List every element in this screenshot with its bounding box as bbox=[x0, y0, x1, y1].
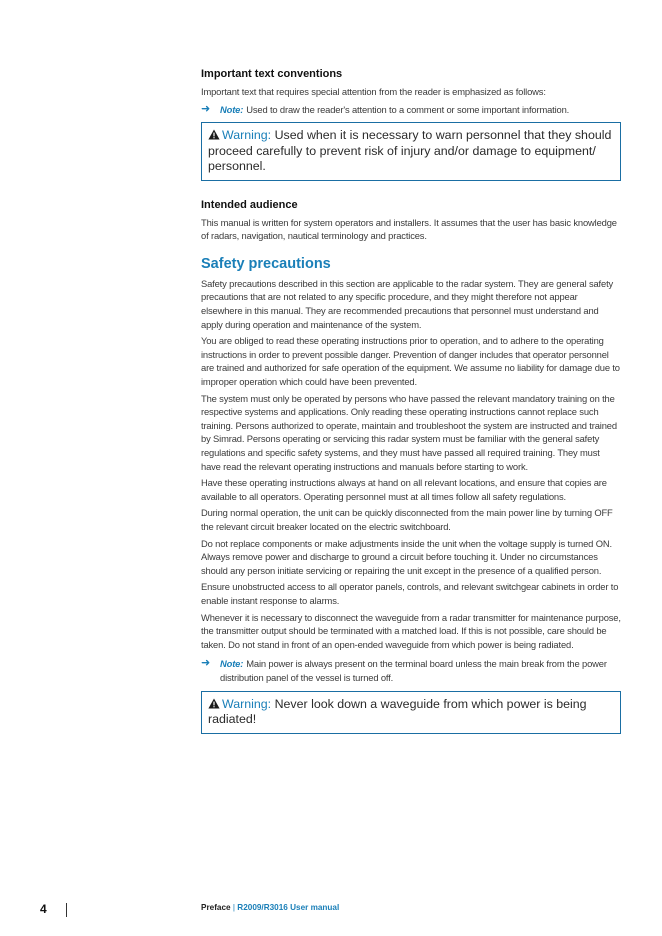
warning-text: Used when it is necessary to warn personnel that they should proceed carefully to prevent risk of injury and/or damage to equipment/ personnel. bbox=[208, 128, 612, 174]
safety-paragraph: You are obliged to read these operating instructions prior to operation, and to adhere to the operating instructions in order to prevent possible danger. Prevention of danger includes that operator personnel are trained and authorized for safe operation of the equipment. We assume no liability for damage due to improper operation which could have been prevented. bbox=[201, 335, 620, 388]
page-content bbox=[201, 67, 621, 734]
footer-divider bbox=[66, 903, 67, 917]
warning-text: Never look down a waveguide from which power is being radiated! bbox=[208, 696, 587, 726]
footer-manual-title: R2009/R3016 User manual bbox=[237, 903, 340, 912]
note-label: Note: bbox=[220, 658, 244, 670]
intended-audience-heading: Intended audience bbox=[201, 198, 298, 211]
intended-audience-text: This manual is written for system operators and installers. It assumes that the user has basic knowledge of radars, navigation, nautical terminology and practices. bbox=[201, 216, 617, 242]
safety-paragraph: Safety precautions described in this section are applicable to the radar system. They are general safety precautions that are not related to any specific procedure, and they might therefore not appear elsewhere in this manual. They are recommended precautions that personnel must understand and apply during operation and maintenance of the system. bbox=[201, 277, 614, 330]
safety-paragraph: Do not replace components or make adjustments inside the unit when the voltage supply is turned ON. Always remove power and discharge to ground a circuit before touching it. Under no circumstances should any person initiate servicing or repairing the unit except in the presence of a qualified person. bbox=[201, 537, 612, 576]
arrow-right-icon: ➜ bbox=[201, 102, 211, 115]
safety-paragraph: Have these operating instructions always at hand on all relevant locations, and ensure that copies are available to all operators. Operating personnel must at all times follow all safety regulations. bbox=[201, 477, 607, 502]
note-text: Used to draw the reader's attention to a comment or some important information. bbox=[246, 103, 570, 115]
safety-paragraph: During normal operation, the unit can be quickly disconnected from the main power line by turning OFF the relevant circuit breaker located on the electric switchboard. bbox=[201, 507, 613, 532]
note-label: Note: bbox=[220, 103, 244, 115]
safety-paragraph: Ensure unobstructed access to all operator panels, controls, and relevant switchgear cabinets in order to enable instant response to alarms. bbox=[201, 581, 619, 606]
warning-label: Warning: bbox=[222, 128, 272, 143]
warning-label: Warning: bbox=[222, 696, 272, 711]
footer-separator: | bbox=[232, 903, 236, 912]
page-number: 4 bbox=[40, 902, 47, 916]
safety-paragraph: The system must only be operated by persons who have passed the relevant mandatory training on the respective systems and applications. Only reading these operating instructions cannot replace such training. Persons authorized to operate, maintain and troubleshoot the system are instructed and trained by Simrad. Persons operating or servicing this radar system must be familiar with the general safety regulations and specific safety systems, and they must have passed all required training. They must have read the relevant operating instructions and manuals before starting to work. bbox=[201, 392, 617, 472]
note-callout bbox=[201, 657, 621, 684]
warning-triangle-icon bbox=[208, 698, 220, 709]
arrow-right-icon: ➜ bbox=[201, 657, 211, 670]
warning-triangle-icon bbox=[208, 129, 220, 140]
safety-paragraph: Whenever it is necessary to disconnect the waveguide from a radar transmitter for maintenance purpose, the transmitter output should be terminated with a matched load. If this is not possible, care should be taken. Do not stand in front of an open-ended waveguide from which power is being radiated. bbox=[201, 611, 621, 650]
text-conventions-intro: Important text that requires special attention from the reader is emphasized as follows: bbox=[201, 86, 546, 97]
text-conventions-heading: Important text conventions bbox=[201, 68, 343, 80]
footer-caption bbox=[201, 903, 339, 912]
footer-section: Preface bbox=[201, 903, 231, 912]
note-callout bbox=[201, 103, 621, 117]
warning-box bbox=[201, 691, 621, 734]
safety-precautions-heading: Safety precautions bbox=[201, 255, 331, 272]
note-text: Main power is always present on the terminal board unless the main break from the power distribution panel of the vessel is turned off. bbox=[220, 658, 607, 683]
warning-box bbox=[201, 122, 621, 181]
